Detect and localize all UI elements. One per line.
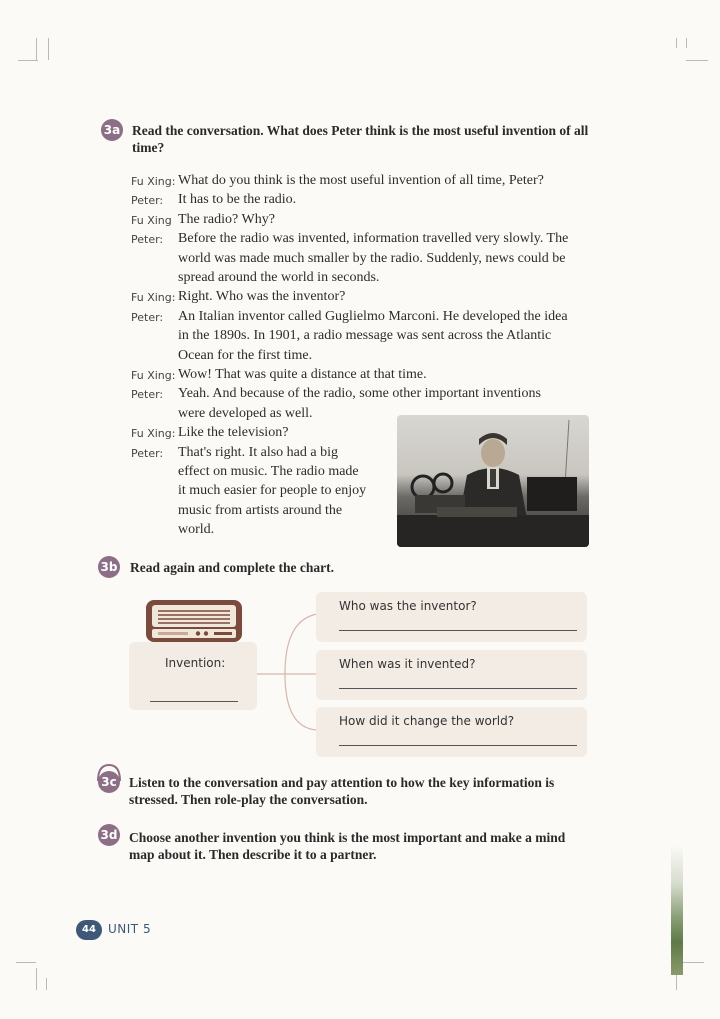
dialogue-line: Right. Who was the inventor? xyxy=(178,289,346,305)
marconi-photo xyxy=(397,415,589,547)
dialogue-line: world was made much smaller by the radio. Suddenly, news could be xyxy=(178,250,566,266)
invention-answer-line xyxy=(150,701,238,702)
dialogue-line: in the 1890s. In 1901, a radio message was sent across the Atlantic xyxy=(178,328,552,344)
crop-mark xyxy=(36,968,37,990)
dialogue-line: What do you think is the most useful invention of all time, Peter? xyxy=(178,173,544,188)
dialogue-line: It has to be the radio. xyxy=(178,192,297,208)
unit-label: UNIT 5 xyxy=(108,922,152,936)
marconi-photo-illustration xyxy=(397,415,589,547)
dialogue-line: world. xyxy=(178,522,215,538)
speaker-label: Fu Xing: xyxy=(131,291,176,305)
dialogue-line: music from artists around the xyxy=(178,502,343,518)
edge-photo-strip xyxy=(671,845,683,975)
answer-line xyxy=(339,630,577,631)
speaker-label: Fu Xing: xyxy=(131,175,176,188)
crop-mark xyxy=(676,38,677,48)
dialogue-line: it much easier for people to enjoy xyxy=(178,483,367,499)
invention-box xyxy=(129,642,257,710)
question-label: Who was the inventor? xyxy=(339,599,477,613)
crop-mark xyxy=(18,60,38,61)
question-label: How did it change the world? xyxy=(339,714,515,728)
answer-line xyxy=(339,745,577,746)
dialogue-line: Like the television? xyxy=(178,425,289,441)
speaker-label: Fu Xing: xyxy=(131,369,176,382)
dialogue-line: spread around the world in seconds. xyxy=(178,270,380,285)
dialogue-line: An Italian inventor called Guglielmo Marconi. He developed the idea xyxy=(178,308,568,324)
crop-mark xyxy=(682,962,704,963)
section-3d-instruction: Choose another invention you think is the most important and make a mind map about it. Then describe it to a partner. xyxy=(129,830,566,862)
crop-mark xyxy=(36,38,37,60)
section-3c-instruction: Listen to the conversation and pay attention to how the key information is stressed. Then role-play the conversation. xyxy=(129,775,555,807)
crop-mark xyxy=(46,978,47,990)
crop-mark xyxy=(16,962,36,963)
crop-mark xyxy=(686,38,687,48)
crop-mark xyxy=(48,38,49,60)
section-3a-badge: 3a xyxy=(101,119,123,141)
section-3b-instruction: Read again and complete the chart. xyxy=(130,560,334,575)
invention-label: Invention: xyxy=(165,656,226,670)
dialogue-line: Ocean for the first time. xyxy=(178,347,313,363)
dialogue-line: were developed as well. xyxy=(178,405,313,421)
radio-icon xyxy=(144,598,244,650)
dialogue-line: Yeah. And because of the radio, some other important inventions xyxy=(178,386,541,402)
speaker-label: Peter: xyxy=(131,310,164,324)
section-3c-badge: 3c xyxy=(98,771,120,793)
page-number-badge: 44 xyxy=(76,920,102,940)
dialogue-line: The radio? Why? xyxy=(178,211,275,227)
dialogue-line: That's right. It also had a big xyxy=(178,444,338,460)
speaker-label: Peter: xyxy=(131,233,164,247)
dialogue-line: Before the radio was invented, information travelled very slowly. The xyxy=(178,231,569,247)
section-3a-instruction: Read the conversation. What does Peter think is the most useful invention of all time? xyxy=(132,123,589,155)
crop-mark xyxy=(686,60,708,61)
dialogue-line: Wow! That was quite a distance at that time. xyxy=(178,367,427,382)
speaker-label: Peter: xyxy=(131,446,164,460)
question-label: When was it invented? xyxy=(339,657,476,671)
answer-line xyxy=(339,688,577,689)
chart-connector xyxy=(257,610,319,734)
speaker-label: Fu Xing: xyxy=(131,427,176,441)
speaker-label: Fu Xing xyxy=(131,213,172,227)
section-3b-badge: 3b xyxy=(98,556,120,578)
dialogue-line: effect on music. The radio made xyxy=(178,464,359,479)
section-3d-badge: 3d xyxy=(98,824,120,846)
speaker-label: Peter: xyxy=(131,194,164,208)
speaker-label: Peter: xyxy=(131,388,164,402)
